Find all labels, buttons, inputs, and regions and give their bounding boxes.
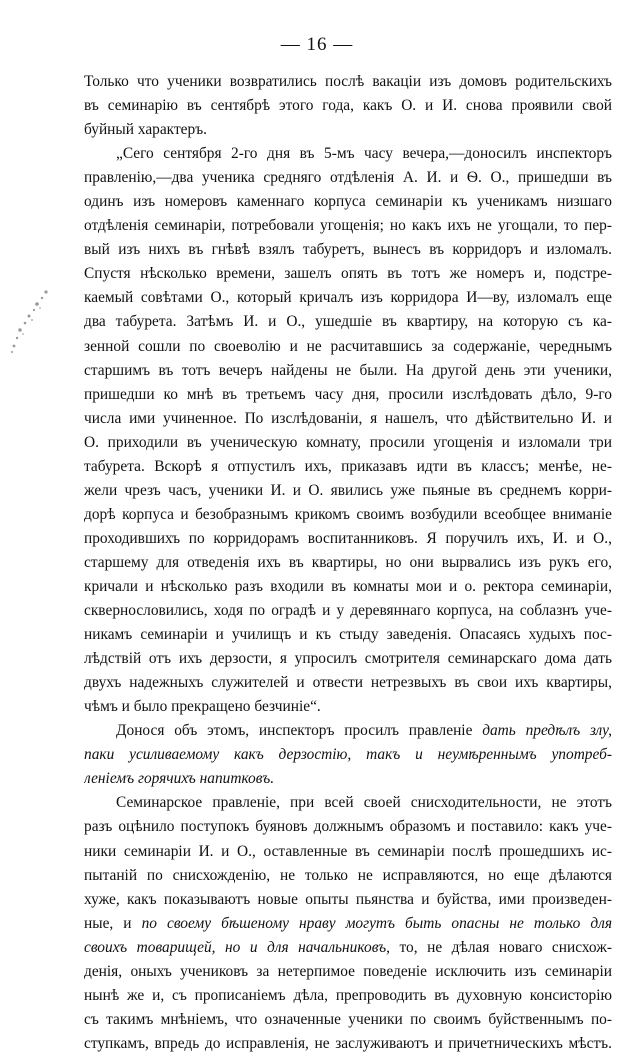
- text-line: [84, 383, 612, 407]
- text-line: [84, 719, 612, 743]
- text-line: [84, 527, 612, 551]
- text-span: „Сего сентября 2-го дня въ 5-мъ часу вечера,—доносилъ инспекторъ: [116, 145, 612, 163]
- text-span: отдѣленія семинаріи, потребовали угощенія; но какъ ихъ не угощали, то пер-: [84, 217, 612, 235]
- text-span: хуже, какъ показываютъ новые опыты пьянства и буйства, ими произведен-: [84, 890, 612, 908]
- text-span: разъ оцѣнило поступокъ буяновъ должнымъ образомъ и поставило: какъ уче-: [84, 818, 612, 836]
- text-span: жели чрезъ часъ, ученики И. и О. явились уже пьяные въ среднемъ корри-: [84, 481, 612, 499]
- text-line: [84, 551, 612, 575]
- text-line: [84, 575, 612, 599]
- text-line: [84, 599, 612, 623]
- text-line: [84, 455, 612, 479]
- text-span: правленію,—два ученика средняго отдѣленія А. И. и Ѳ. О., пришедши въ: [84, 169, 612, 187]
- text-line: [84, 888, 612, 912]
- text-line: [84, 960, 612, 984]
- text-line: [84, 335, 612, 359]
- text-span: двухъ надежныхъ служителей и отвести нетрезвыхъ въ свои ихъ квартиры,: [84, 674, 612, 692]
- text-span: паки усиливаемому какъ дерзостію, такъ и неумѣреннымъ употреб-: [84, 746, 612, 764]
- text-span: старшему для отведенія ихъ въ квартиры, но они вырвались изъ рукъ его,: [84, 553, 612, 571]
- text-line: [84, 431, 612, 455]
- text-span: нынѣ же и, съ прописаніемъ дѣла, препроводить въ духовную консисторію: [84, 986, 612, 1004]
- text-span: старшимъ въ тотъ вечеръ найдены не были. На другой день эти ученики,: [84, 361, 612, 379]
- text-span: лѣдствій отъ ихъ дерзости, я упросилъ смотрителя семинарскаго дома дать: [84, 650, 612, 668]
- text-span: чѣмъ и было прекращено безчиніе“.: [84, 698, 321, 716]
- text-line: [84, 671, 612, 695]
- text-line: [84, 623, 612, 647]
- text-line: [84, 479, 612, 503]
- text-line: [84, 310, 612, 334]
- text-span: одинъ изъ номеровъ каменнаго корпуса семинаріи къ ученикамъ низшаго: [84, 193, 612, 211]
- text-line: [84, 1032, 612, 1056]
- text-span: проходившихъ по корридорамъ воспитанниковъ. Я поручилъ ихъ, И. и О.,: [84, 529, 612, 547]
- page-text: [84, 70, 612, 1056]
- text-span: съ такимъ мнѣніемъ, что означенные ученики по своимъ буйственнымъ по-: [84, 1010, 612, 1028]
- text-line: [84, 767, 612, 791]
- text-span: дорѣ корпуса и безобразнымъ крикомъ своимъ возбудили всеобщее вниманіе: [84, 505, 612, 523]
- text-line: [84, 864, 612, 888]
- text-span: кричали и нѣсколько разъ входили въ комнаты мои и о. ректора семинаріи,: [84, 577, 612, 595]
- text-line: [84, 70, 612, 94]
- text-span: пытаній по снисхожденію, не только не исправляются, но еще дѣлаются: [84, 866, 612, 884]
- text-span: леніемъ горячихъ напитковъ.: [84, 770, 275, 788]
- text-line: [84, 840, 612, 864]
- text-line: [84, 1008, 612, 1032]
- italic-text: своихъ товарищей, но и для начальниковъ,: [84, 938, 391, 956]
- text-span: каемый совѣтами О., который кричалъ изъ корридора И—ву, изломалъ еще: [84, 289, 612, 307]
- text-span: денія, оныхъ учениковъ за нетерпимое поведеніе исключить изъ семинаріи: [84, 962, 612, 980]
- text-line: [84, 791, 612, 815]
- text-line: [84, 912, 612, 936]
- text-line: [84, 936, 612, 960]
- text-span: О. приходили въ ученическую комнату, просили угощенія и изломали три: [84, 433, 612, 451]
- text-span: числа ими учиненное. По изслѣдованіи, я нашелъ, что дѣйствительно И. и: [84, 409, 612, 427]
- text-line: [84, 142, 612, 166]
- text-line: [84, 94, 612, 118]
- text-line: [84, 118, 612, 142]
- text-span: ные, и: [84, 914, 142, 932]
- text-span: никамъ семинаріи и училищъ и къ стыду заведенія. Опасаясь худыхъ пос-: [84, 626, 612, 644]
- text-line: [84, 190, 612, 214]
- text-span: буйный характеръ.: [84, 121, 208, 139]
- text-line: [84, 503, 612, 527]
- text-line: [84, 695, 612, 719]
- text-line: [84, 407, 612, 431]
- text-span: Только что ученики возвратились послѣ вакаціи изъ домовъ родительскихъ: [84, 73, 612, 90]
- text-line: [84, 815, 612, 839]
- text-line: [84, 262, 612, 286]
- text-span: два табурета. Затѣмъ И. и О., ушедшіе въ квартиру, на которую съ ка-: [84, 313, 612, 331]
- italic-text: по своему бѣшеному нраву могутъ быть опасны не только для: [141, 914, 612, 932]
- text-line: [84, 214, 612, 238]
- text-line: [84, 286, 612, 310]
- text-span: ники семинаріи И. и О., оставленные въ семинаріи послѣ прошедшихъ ис-: [84, 842, 612, 860]
- text-span: пришедши ко мнѣ въ третьемъ часу дня, просили изслѣдовать дѣло, 9-го: [84, 385, 612, 403]
- text-span: вый изъ нихъ въ гнѣвѣ взялъ табуретъ, вынесъ въ корридоръ и изломалъ.: [84, 241, 612, 259]
- text-line: [84, 359, 612, 383]
- text-span: зенной сошли по своеволію и не расчитавшись за содержаніе, череднымъ: [84, 337, 612, 355]
- text-span: Семинарское правленіе, при всей своей снисходительности, не этотъ: [116, 794, 612, 812]
- text-line: [84, 647, 612, 671]
- text-line: [84, 743, 612, 767]
- text-span: Донося объ этомъ, инспекторъ просилъ правленіе: [116, 722, 483, 740]
- text-span: Спустя нѣсколько времени, зашелъ опять въ тотъ же номеръ и, подстре-: [84, 265, 612, 283]
- text-line: [84, 238, 612, 262]
- text-span: въ семинарію въ сентябрѣ этого года, какъ О. и И. снова проявили свой: [84, 97, 612, 115]
- italic-text: дать предѣлъ злу,: [482, 722, 612, 740]
- text-line: [84, 984, 612, 1008]
- text-span: сквернословились, ходя по оградѣ и у деревяннаго корпуса, на соблазнъ уче-: [84, 602, 612, 620]
- text-span: табурета. Вскорѣ я отпустилъ ихъ, приказавъ идти въ классъ; менѣе, не-: [84, 457, 612, 475]
- page-number: — 16 —: [280, 34, 354, 55]
- text-span: ступкамъ, впредь до исправленія, не заслуживаютъ и причетническихъ мѣстъ.: [84, 1034, 612, 1052]
- text-line: [84, 166, 612, 190]
- ink-stain-mark: [6, 286, 58, 360]
- text-span: то, не дѣлая новаго снисхож-: [390, 938, 612, 956]
